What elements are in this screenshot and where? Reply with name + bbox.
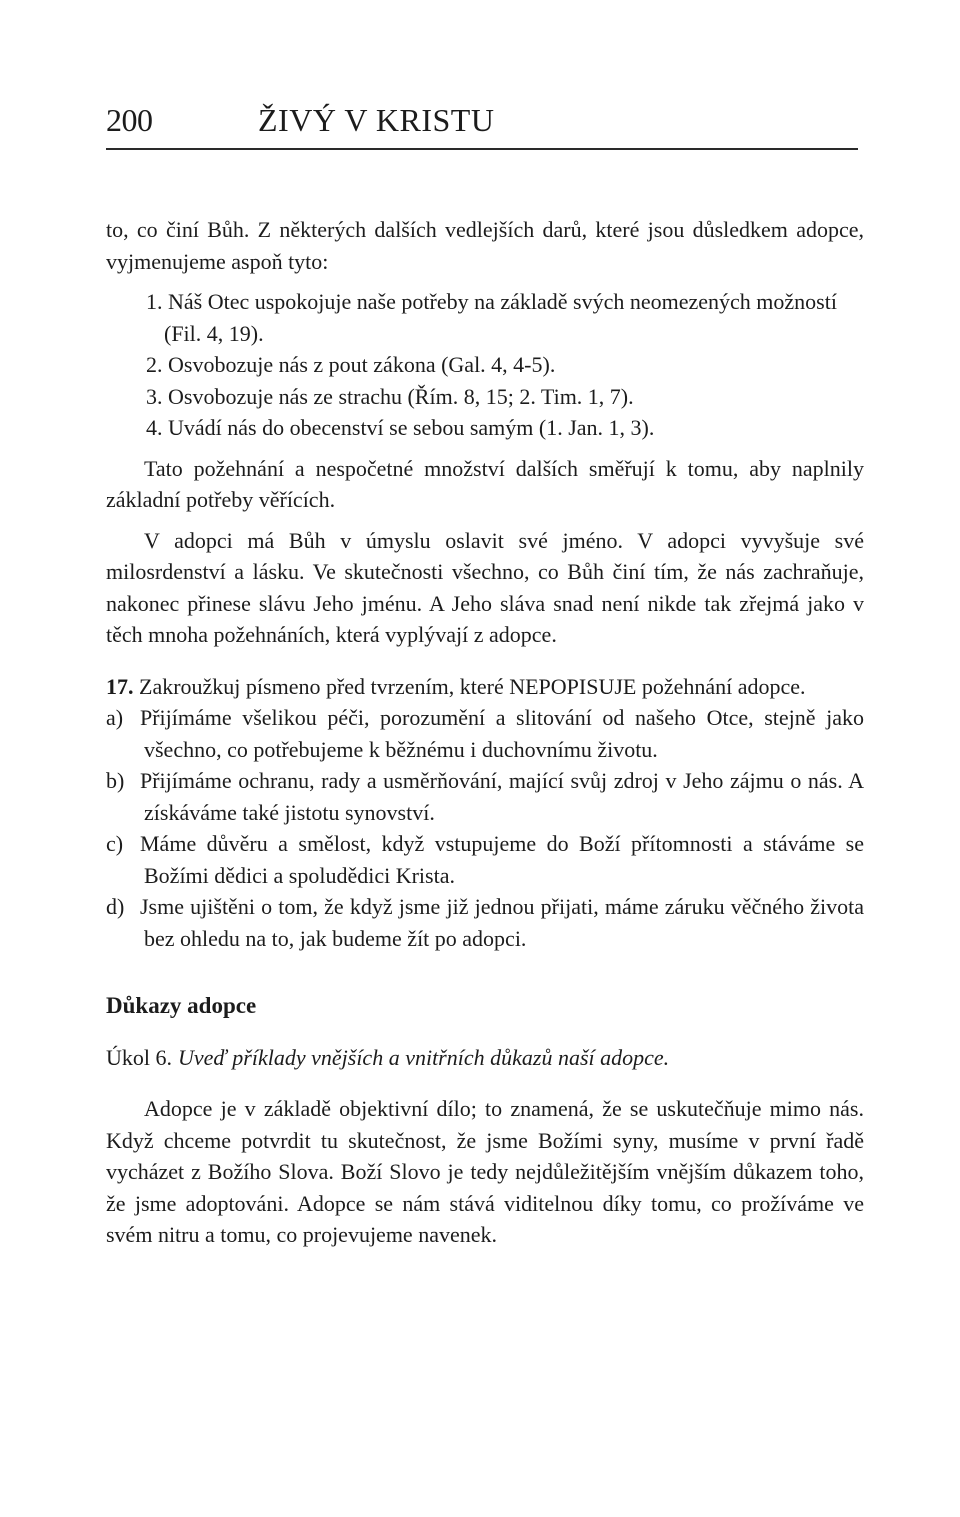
question-17	[106, 671, 864, 703]
option-label: c)	[106, 831, 124, 856]
option-label: d)	[106, 894, 125, 919]
page-header	[106, 102, 858, 150]
list-item: 4. Uvádí nás do obecenství se sebou samým (1. Jan. 1, 3).	[146, 415, 655, 440]
option-c[interactable]	[106, 828, 864, 891]
task-label: Úkol 6.	[106, 1044, 172, 1070]
paragraph-evidence: Adopce je v základě objektivní dílo; to znamená, že se uskutečňuje mimo nás. Když chceme potvrdit tu skutečnost, že jsme Božími syny, musíme v první řadě vycházet z Božího Slova. Boží Slovo je tedy nejdůležitějším vnějším důkazem toho, že jsme adoptováni. Adopce se nám stává viditelnou díky tomu, co prožíváme ve svém nitru a tomu, co projevujeme navenek.	[106, 1096, 864, 1247]
option-b[interactable]	[106, 765, 864, 828]
task-text: Uveď příklady vnějších a vnitřních důkazů naší adopce.	[178, 1044, 670, 1070]
list-item: 2. Osvobozuje nás z pout zákona (Gal. 4, 4-5).	[146, 352, 556, 377]
paragraph-blessings: Tato požehnání a nespočetné množství dalších směřují k tomu, aby naplnily základní potřeby věřících.	[106, 455, 864, 512]
question-text: Zakroužkuj písmeno před tvrzením, které NEPOPISUJE požehnání adopce.	[139, 673, 806, 699]
list-item: 1. Náš Otec uspokojuje naše potřeby na základě svých neomezených možností (Fil. 4, 19).	[146, 289, 837, 346]
page-body	[106, 214, 864, 1251]
list-item: 3. Osvobozuje nás ze strachu (Řím. 8, 15; 2. Tim. 1, 7).	[146, 383, 634, 409]
option-text: Jsme ujištěni o tom, že když jsme již jednou přijati, máme záruku věčného života bez ohledu na to, jak budeme žít po adopci.	[140, 894, 864, 951]
option-label: b)	[106, 768, 125, 793]
paragraph-glory: V adopci má Bůh v úmyslu oslavit své jméno. V adopci vyvyšuje své milosrdenství a lásku. Ve skutečnosti všechno, co Bůh činí tím, že nás zachraňuje, nakonec přinese slávu Jeho jménu. A Jeho sláva snad není nikde tak zřejmá jako v těch mnoha požehnáních, která vyplývají z adopce.	[106, 527, 864, 647]
option-text: Máme důvěru a smělost, když vstupujeme do Boží přítomnosti a stáváme se Božími dědici a spoludědici Krista.	[140, 831, 864, 888]
section-heading: Důkazy adopce	[106, 993, 257, 1018]
running-title: ŽIVÝ V KRISTU	[258, 102, 495, 138]
option-label: a)	[106, 705, 124, 730]
option-text: Přijímáme všelikou péči, porozumění a slitování od našeho Otce, stejně jako všechno, co potřebujeme k běžnému i duchovnímu životu.	[140, 705, 864, 762]
task-line	[106, 1042, 864, 1074]
page-number: 200	[106, 102, 153, 138]
option-d[interactable]	[106, 891, 864, 954]
intro-paragraph: to, co činí Bůh. Z některých dalších vedlejších darů, které jsou důsledkem adopce, vyjmenujeme aspoň tyto:	[106, 217, 864, 274]
question-number: 17.	[106, 673, 134, 699]
option-text: Přijímáme ochranu, rady a usměrňování, mající svůj zdroj v Jeho zájmu o nás. A získáváme také jistotu synovství.	[140, 768, 864, 825]
option-a[interactable]	[106, 702, 864, 765]
